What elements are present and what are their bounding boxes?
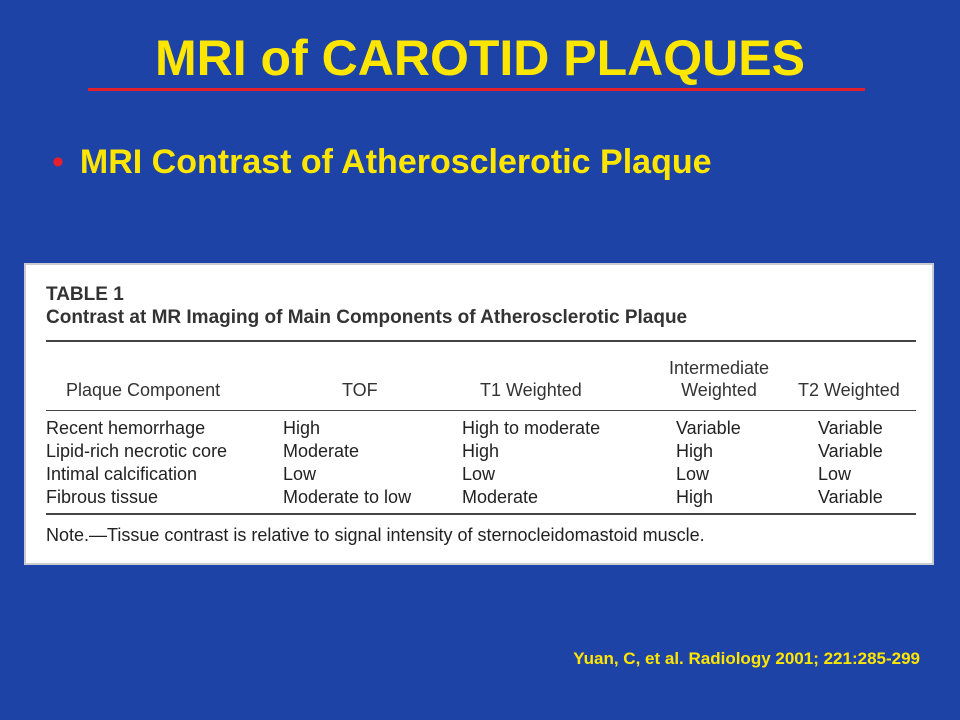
table-header-row	[46, 342, 916, 410]
cell-intermediate: High	[676, 487, 714, 507]
cell-t1: High to moderate	[462, 418, 601, 438]
cell-t1: Low	[462, 464, 496, 484]
table-row	[46, 486, 916, 509]
table-body	[46, 411, 916, 513]
cell-intermediate: Variable	[676, 418, 741, 438]
title-underline	[88, 88, 865, 91]
bullet-dot-icon: •	[52, 143, 64, 181]
table-label: TABLE 1	[46, 284, 124, 305]
header-intermediate-weighted: Intermediate Weighted	[668, 357, 770, 400]
table-image-panel	[24, 263, 934, 565]
citation: Yuan, C, et al. Radiology 2001; 221:285-299	[573, 649, 920, 668]
header-t1-weighted: T1 Weighted	[480, 379, 582, 400]
cell-tof: Moderate	[283, 441, 360, 461]
header-plaque-component: Plaque Component	[66, 379, 221, 400]
cell-component: Fibrous tissue	[46, 487, 159, 507]
table-note: Note.—Tissue contrast is relative to signal intensity of sternocleidomastoid muscle.	[46, 524, 705, 545]
header-t2-weighted: T2 Weighted	[798, 379, 900, 400]
cell-intermediate: Low	[676, 464, 710, 484]
cell-t2: Variable	[818, 487, 883, 507]
cell-t2: Variable	[818, 418, 883, 438]
contrast-table	[46, 283, 916, 547]
cell-tof: Low	[283, 464, 317, 484]
cell-intermediate: High	[676, 441, 714, 461]
bullet-point	[52, 138, 712, 186]
table-title: Contrast at MR Imaging of Main Components of Atherosclerotic Plaque	[46, 307, 688, 328]
cell-t1: High	[462, 441, 500, 461]
table-row	[46, 463, 916, 486]
cell-t1: Moderate	[462, 487, 539, 507]
slide-title: MRI of CAROTID PLAQUES	[155, 30, 805, 86]
table-row	[46, 417, 916, 440]
cell-t2: Variable	[818, 441, 883, 461]
bullet-text: MRI Contrast of Atherosclerotic Plaque	[79, 143, 712, 181]
table-row	[46, 440, 916, 463]
header-tof: TOF	[342, 379, 378, 400]
cell-tof: High	[283, 418, 321, 438]
cell-component: Lipid-rich necrotic core	[46, 441, 228, 461]
cell-tof: Moderate to low	[283, 487, 412, 507]
cell-component: Recent hemorrhage	[46, 418, 206, 438]
cell-component: Intimal calcification	[46, 464, 198, 484]
cell-t2: Low	[818, 464, 852, 484]
